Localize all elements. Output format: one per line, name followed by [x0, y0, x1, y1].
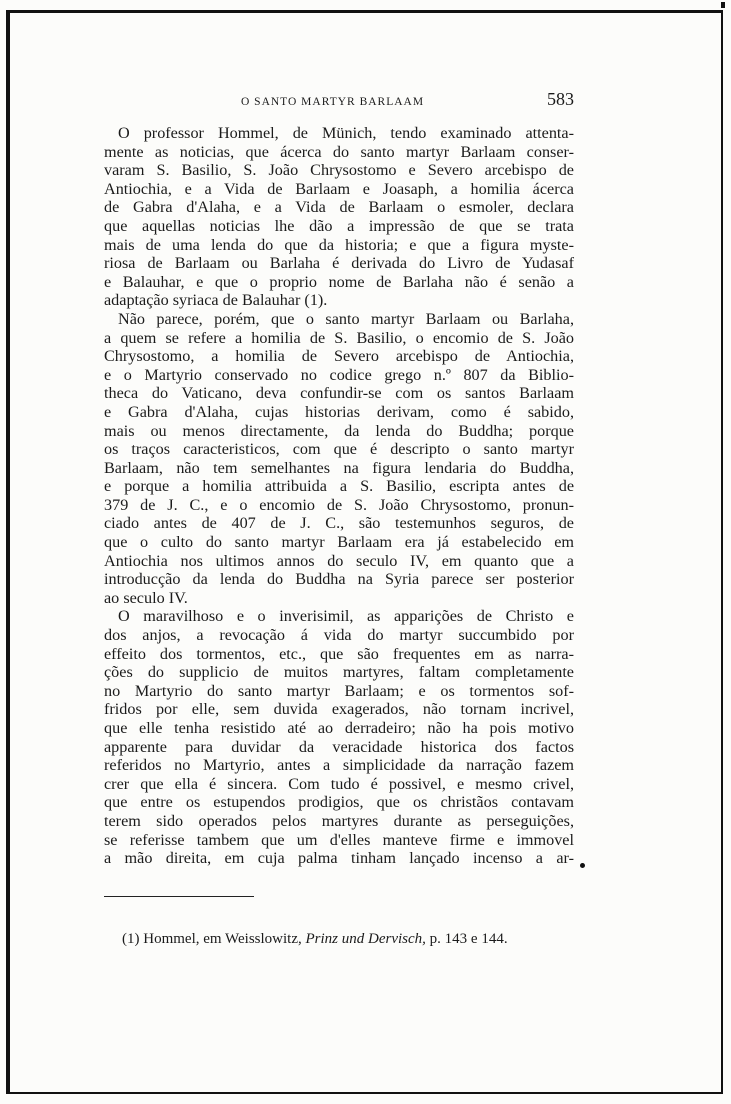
footnote-rule [104, 896, 254, 897]
text-line: ções do supplicio de muitos martyres, faltam completamente [104, 663, 574, 682]
text-line: e Balauhar, e que o proprio nome de Barlaha não é senão a [104, 272, 574, 291]
text-line: mais de uma lenda do que da historia; e que a figura myste- [104, 235, 574, 254]
running-header [0, 89, 731, 110]
body-text [104, 124, 574, 868]
text-line: os traços caracteristicos, com que é descripto o santo martyr [104, 440, 574, 459]
text-line: theca do Vaticano, deva confundir-se com os santos Barlaam [104, 384, 574, 403]
text-line: 379 de J. C., e o encomio de S. João Chrysostomo, pronun- [104, 495, 574, 514]
text-line: mais ou menos directamente, da lenda do Buddha; porque [104, 421, 574, 440]
text-line: O maravilhoso e o inverisimil, as apparições de Christo e [118, 607, 574, 626]
text-line: riosa de Barlaam ou Barlaha é derivada do Livro de Yudasaf [104, 254, 574, 273]
text-line: e Gabra d'Alaha, cujas historias derivam, como é sabido, [104, 402, 574, 421]
text-line: e o Martyrio conservado no codice grego n.º 807 da Biblio- [104, 365, 574, 384]
text-line: terem sido operados pelos martyres durante as perseguições, [104, 811, 574, 830]
text-line: de Gabra d'Alaha, e a Vida de Barlaam o esmoler, declara [104, 198, 574, 217]
text-line: introducção da lenda do Buddha na Syria parece ser posterior [104, 570, 574, 589]
text-line: que o culto do santo martyr Barlaam era já estabelecido em [104, 533, 574, 552]
footnote-book-title: Prinz und Dervisch, [305, 931, 426, 947]
text-line: apparente para duvidar da veracidade historica dos factos [104, 737, 574, 756]
text-line: Antiochia nos ultimos annos do seculo IV, em quanto que a [104, 551, 574, 570]
text-line: a mão direita, em cuja palma tinham lançado incenso a ar- [104, 849, 574, 868]
page-number: 583 [547, 89, 574, 109]
text-line: adaptação syriaca de Balauhar (1). [104, 291, 328, 310]
text-line: que entre os estupendos prodigios, que os christãos contavam [104, 793, 574, 812]
text-line: ao seculo IV. [104, 588, 188, 607]
scan-mark [721, 2, 725, 8]
text-line: Antiochia, e a Vida de Barlaam e Joasaph, a homilia ácerca [104, 179, 574, 198]
text-line: O professor Hommel, de Münich, tendo examinado attenta- [118, 124, 574, 142]
text-line: no Martyrio do santo martyr Barlaam; e os tormentos sof- [104, 681, 574, 700]
text-line: a quem se refere a homilia de S. Basilio, o encomio de S. João [104, 328, 574, 347]
footnote-text-after: p. 143 e 144. [429, 931, 508, 947]
footnote [122, 931, 508, 948]
text-line: crer que ella é sincera. Com tudo é possivel, e mesmo crivel, [104, 774, 574, 793]
text-line: e porque a homilia attribuida a S. Basilio, escripta antes de [104, 477, 574, 496]
running-title: O SANTO MARTYR BARLAAM [241, 96, 425, 108]
text-line: Barlaam, não tem semelhantes na figura lendaria do Buddha, [104, 458, 574, 477]
text-line: que aquellas noticias lhe dão a impressão de que se trata [104, 216, 574, 235]
text-line: fridos por elle, sem duvida exagerados, não tornam incrivel, [104, 700, 574, 719]
text-line: que elle tenha resistido até ao derradeiro; não ha pois motivo [104, 719, 574, 737]
text-line: se referisse tambem que um d'elles manteve firme e immovel [104, 830, 574, 849]
margin-dot [580, 863, 585, 868]
footnote-text-before: Hommel, em Weisslowitz, [143, 931, 302, 947]
text-line: Não parece, porém, que o santo martyr Barlaam ou Barlaha, [118, 309, 574, 328]
text-line: effeito dos tormentos, etc., que são frequentes em as narra- [104, 644, 574, 663]
footnote-marker: (1) [122, 931, 140, 947]
text-line: Chrysostomo, a homilia de Severo arcebispo de Antiochia, [104, 347, 574, 366]
text-line: mente as noticias, que ácerca do santo martyr Barlaam conser- [104, 142, 574, 161]
text-line: ciado antes de 407 de J. C., são testemunhos seguros, de [104, 514, 574, 533]
text-line: varam S. Basilio, S. João Chrysostomo e Severo arcebispo de [104, 161, 574, 180]
text-line: dos anjos, a revocação á vida do martyr succumbido por [104, 626, 574, 645]
text-line: referidos no Martyrio, antes a simplicidade da narração fazem [104, 756, 574, 775]
